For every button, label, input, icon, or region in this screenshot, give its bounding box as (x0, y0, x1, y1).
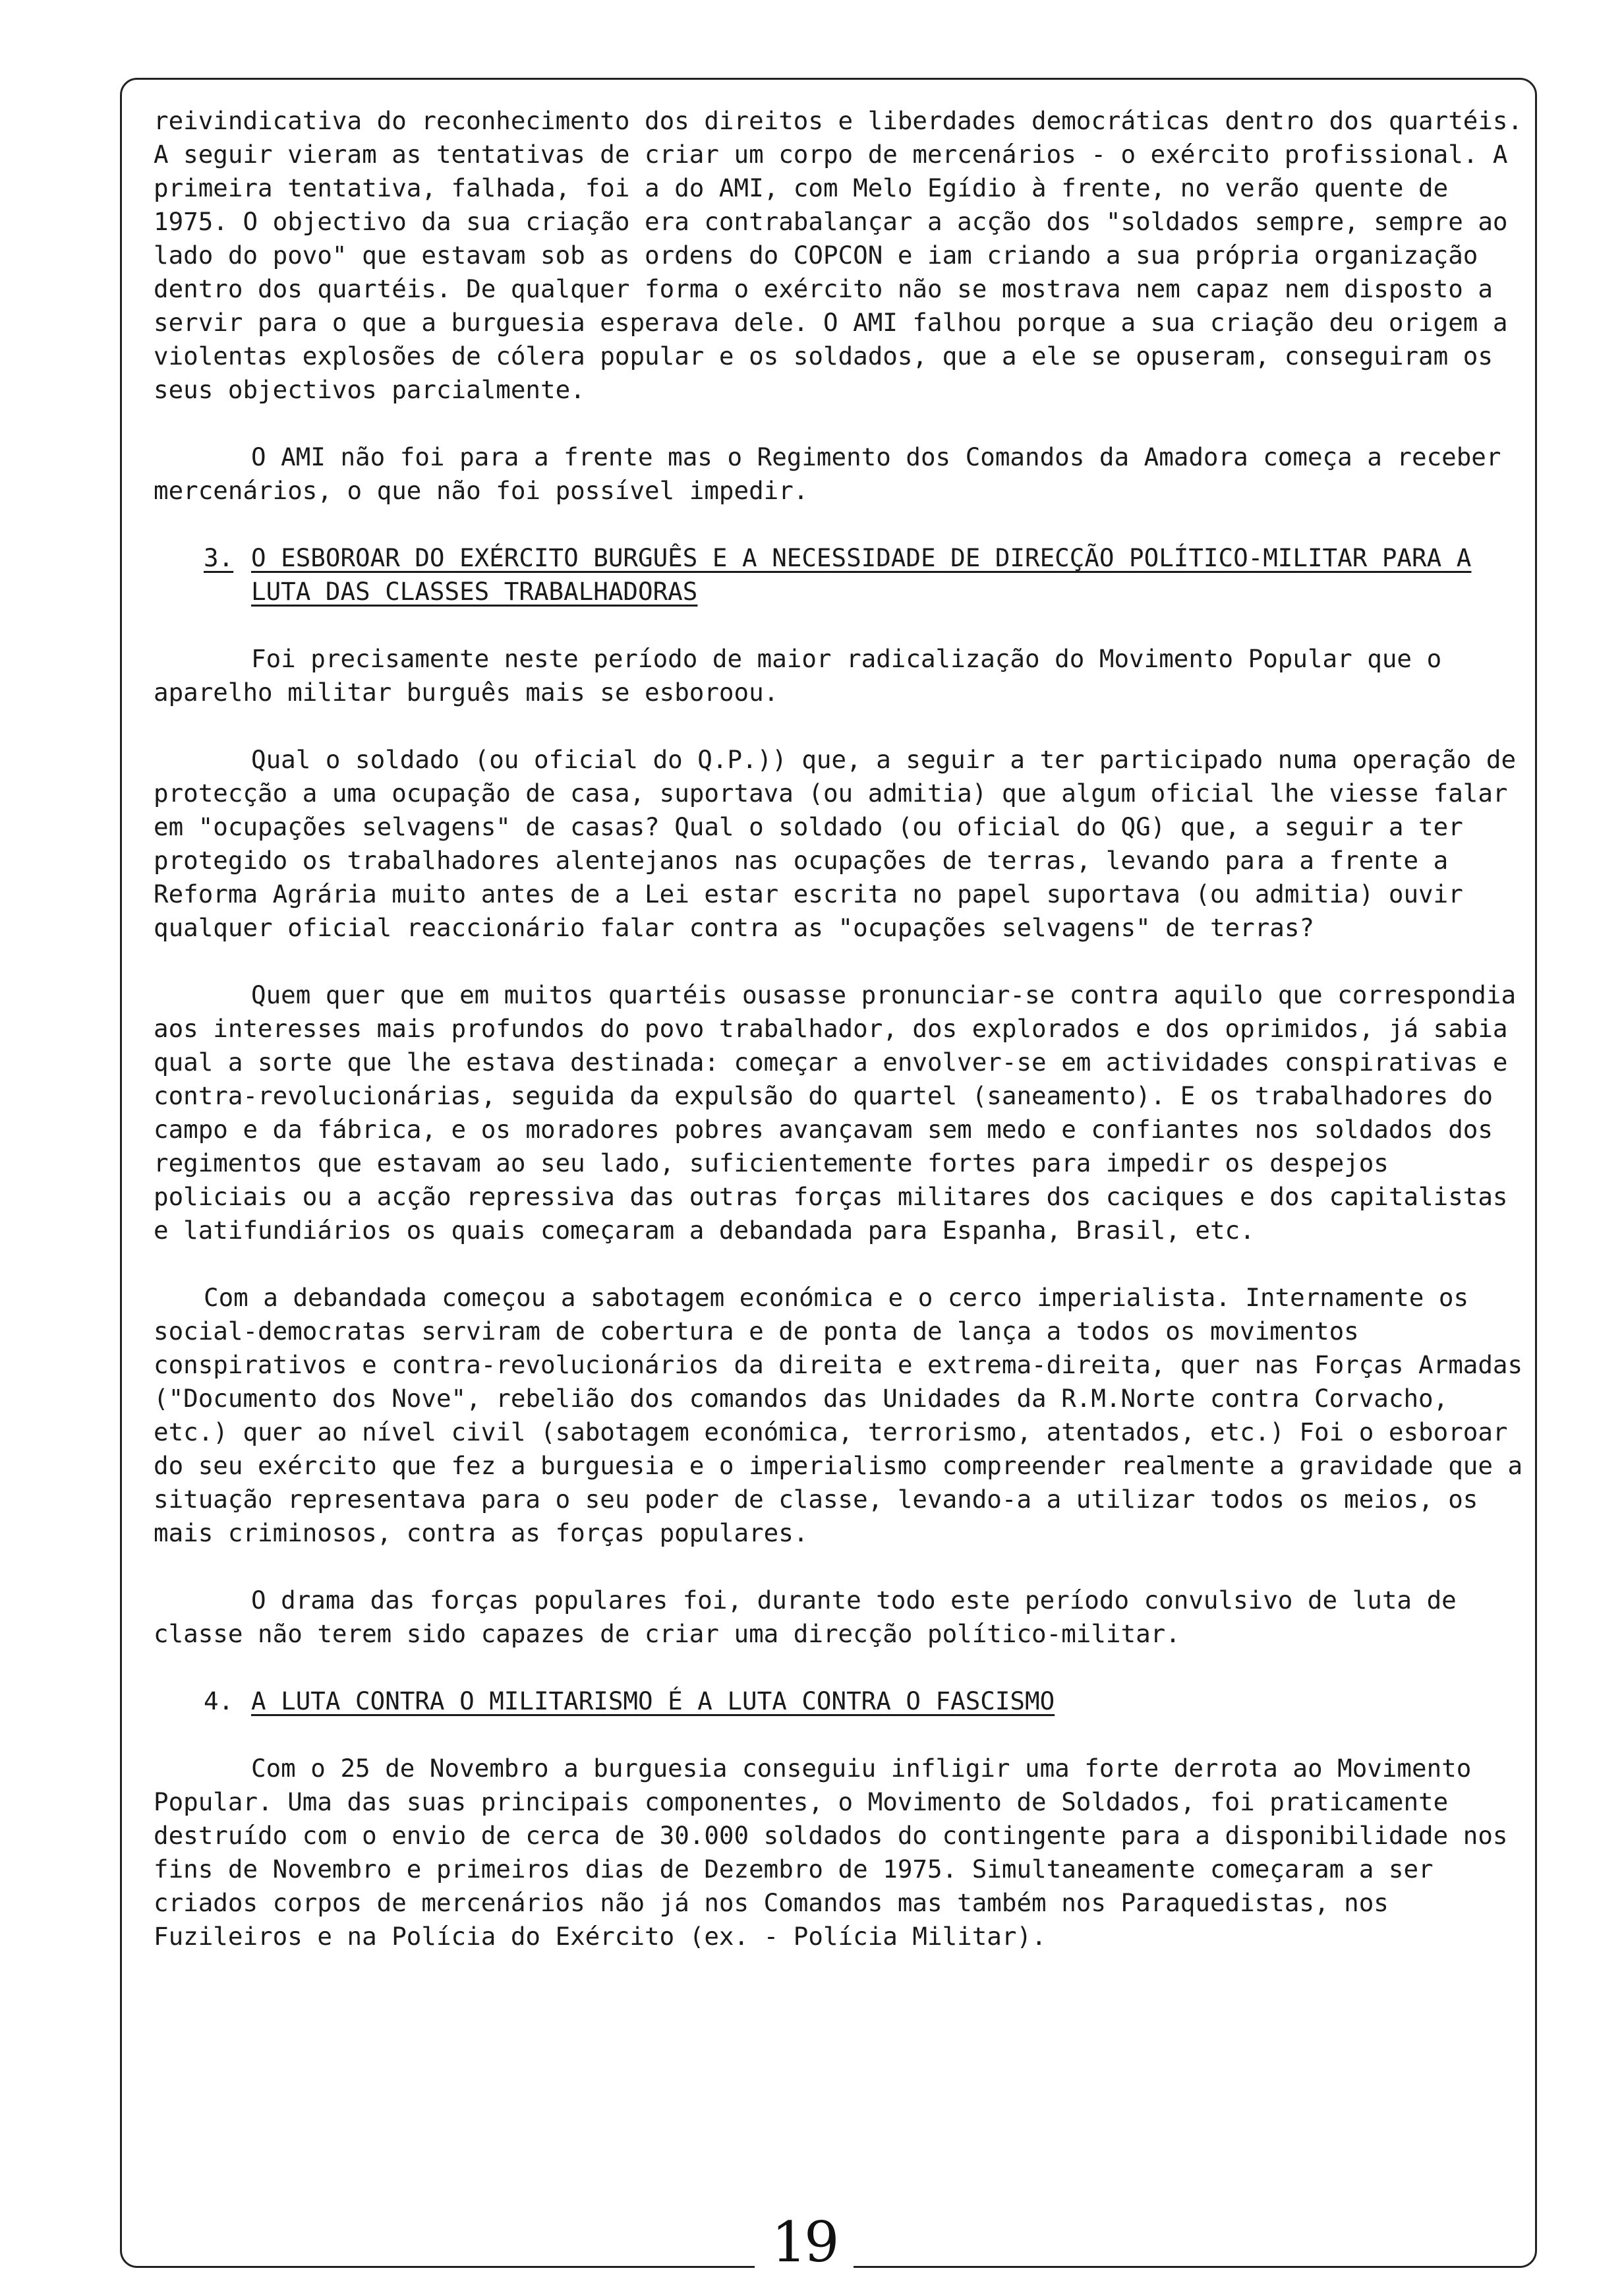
paragraph-2: O AMI não foi para a frente mas o Regimento dos Comandos da Amadora começa a receber mercenários, o que não foi possível impedir. (154, 442, 1501, 505)
paragraph-6: Com a debandada começou a sabotagem económica e o cerco imperialista. Internamente os social-democratas serviram de cobertura e de ponta de lança a todos os movimentos conspirativos e contra-revolucionários da direita e extrema-direita, quer nas Forças Armadas ("Documento dos Nove", rebelião dos comandos das Unidades da R.M.Norte contra Corvacho, etc.) quer ao nível civil (sabotagem económica, terrorismo, atentados, etc.) Foi o esboroar do seu exército que fez a burguesia e o imperialismo compreender realmente a gravidade que a situação representava para o seu poder de classe, levando-a a utilizar todos os meios, os mais criminosos, contra as forças populares. (154, 1283, 1523, 1547)
document-body (154, 104, 1524, 1953)
paragraph-4: Qual o soldado (ou oficial do Q.P.)) que, a seguir a ter participado numa operação de protecção a uma ocupação de casa, suportava (ou admitia) que algum oficial lhe viesse falar em "ocupações selvagens" de casas? Qual o soldado (ou oficial do QG) que, a seguir a ter protegido os trabalhadores alentejanos nas ocupações de terras, levando para a frente a Reforma Agrária muito antes de a Lei estar escrita no papel suportava (ou admitia) ouvir qualquer oficial reaccionário falar contra as "ocupações selvagens" de terras? (154, 745, 1517, 942)
section-4-number: 4. (204, 1686, 234, 1715)
paragraph-7: O drama das forças populares foi, durante todo este período convulsivo de luta de classe não terem sido capazes de criar uma direcção político-militar. (154, 1586, 1457, 1648)
section-3-heading (154, 541, 1524, 609)
section-3-number: 3. (204, 543, 234, 572)
paragraph-5: Quem quer que em muitos quartéis ousasse pronunciar-se contra aquilo que correspondia aos interesses mais profundos do povo trabalhador, dos explorados e dos oprimidos, já sabia qual a sorte que lhe estava destinada: começar a envolver-se em actividades conspirativas e contra-revolucionárias, seguida da expulsão do quartel (saneamento). E os trabalhadores do campo e da fábrica, e os moradores pobres avançavam sem medo e confiantes nos soldados dos regimentos que estavam ao seu lado, suficientemente fortes para impedir os despejos policiais ou a acção repressiva das outras forças militares dos caciques e dos capitalistas e latifundiários os quais começaram a debandada para Espanha, Brasil, etc. (154, 980, 1517, 1245)
section-4-heading (154, 1684, 1524, 1718)
paragraph-8: Com o 25 de Novembro a burguesia conseguiu infligir uma forte derrota ao Movimento Popular. Uma das suas principais componentes, o Movimento de Soldados, foi praticamente destruído com o envio de cerca de 30.000 soldados do contingente para a disponibilidade nos fins de Novembro e primeiros dias de Dezembro de 1975. Simultaneamente começaram a ser criados corpos de mercenários não já nos Comandos mas também nos Paraquedistas, nos Fuzileiros e na Polícia do Exército (ex. - Polícia Militar). (154, 1754, 1508, 1951)
paragraph-1: reivindicativa do reconhecimento dos direitos e liberdades democráticas dentro dos quartéis. A seguir vieram as tentativas de criar um corpo de mercenários - o exército profissional. A primeira tentativa, falhada, foi a do AMI, com Melo Egídio à frente, no verão quente de 1975. O objectivo da sua criação era contrabalançar a acção dos "soldados sempre, sempre ao lado do povo" que estavam sob as ordens do COPCON e iam criando a sua própria organização dentro dos quartéis. De qualquer forma o exército não se mostrava nem capaz nem disposto a servir para o que a burguesia esperava dele. O AMI falhou porque a sua criação deu origem a violentas explosões de cólera popular e os soldados, que a ele se opuseram, conseguiram os seus objectivos parcialmente. (154, 106, 1523, 404)
section-3-title: O ESBOROAR DO EXÉRCITO BURGUÊS E A NECESSIDADE DE DIRECÇÃO POLÍTICO-MILITAR PARA A LUTA DAS CLASSES TRABALHADORAS (251, 543, 1472, 606)
page-number: 19 (755, 2213, 854, 2272)
paragraph-3: Foi precisamente neste período de maior radicalização do Movimento Popular que o aparelho militar burguês mais se esboroou. (154, 644, 1442, 707)
section-4-title: A LUTA CONTRA O MILITARISMO É A LUTA CONTRA O FASCISMO (251, 1686, 1055, 1715)
